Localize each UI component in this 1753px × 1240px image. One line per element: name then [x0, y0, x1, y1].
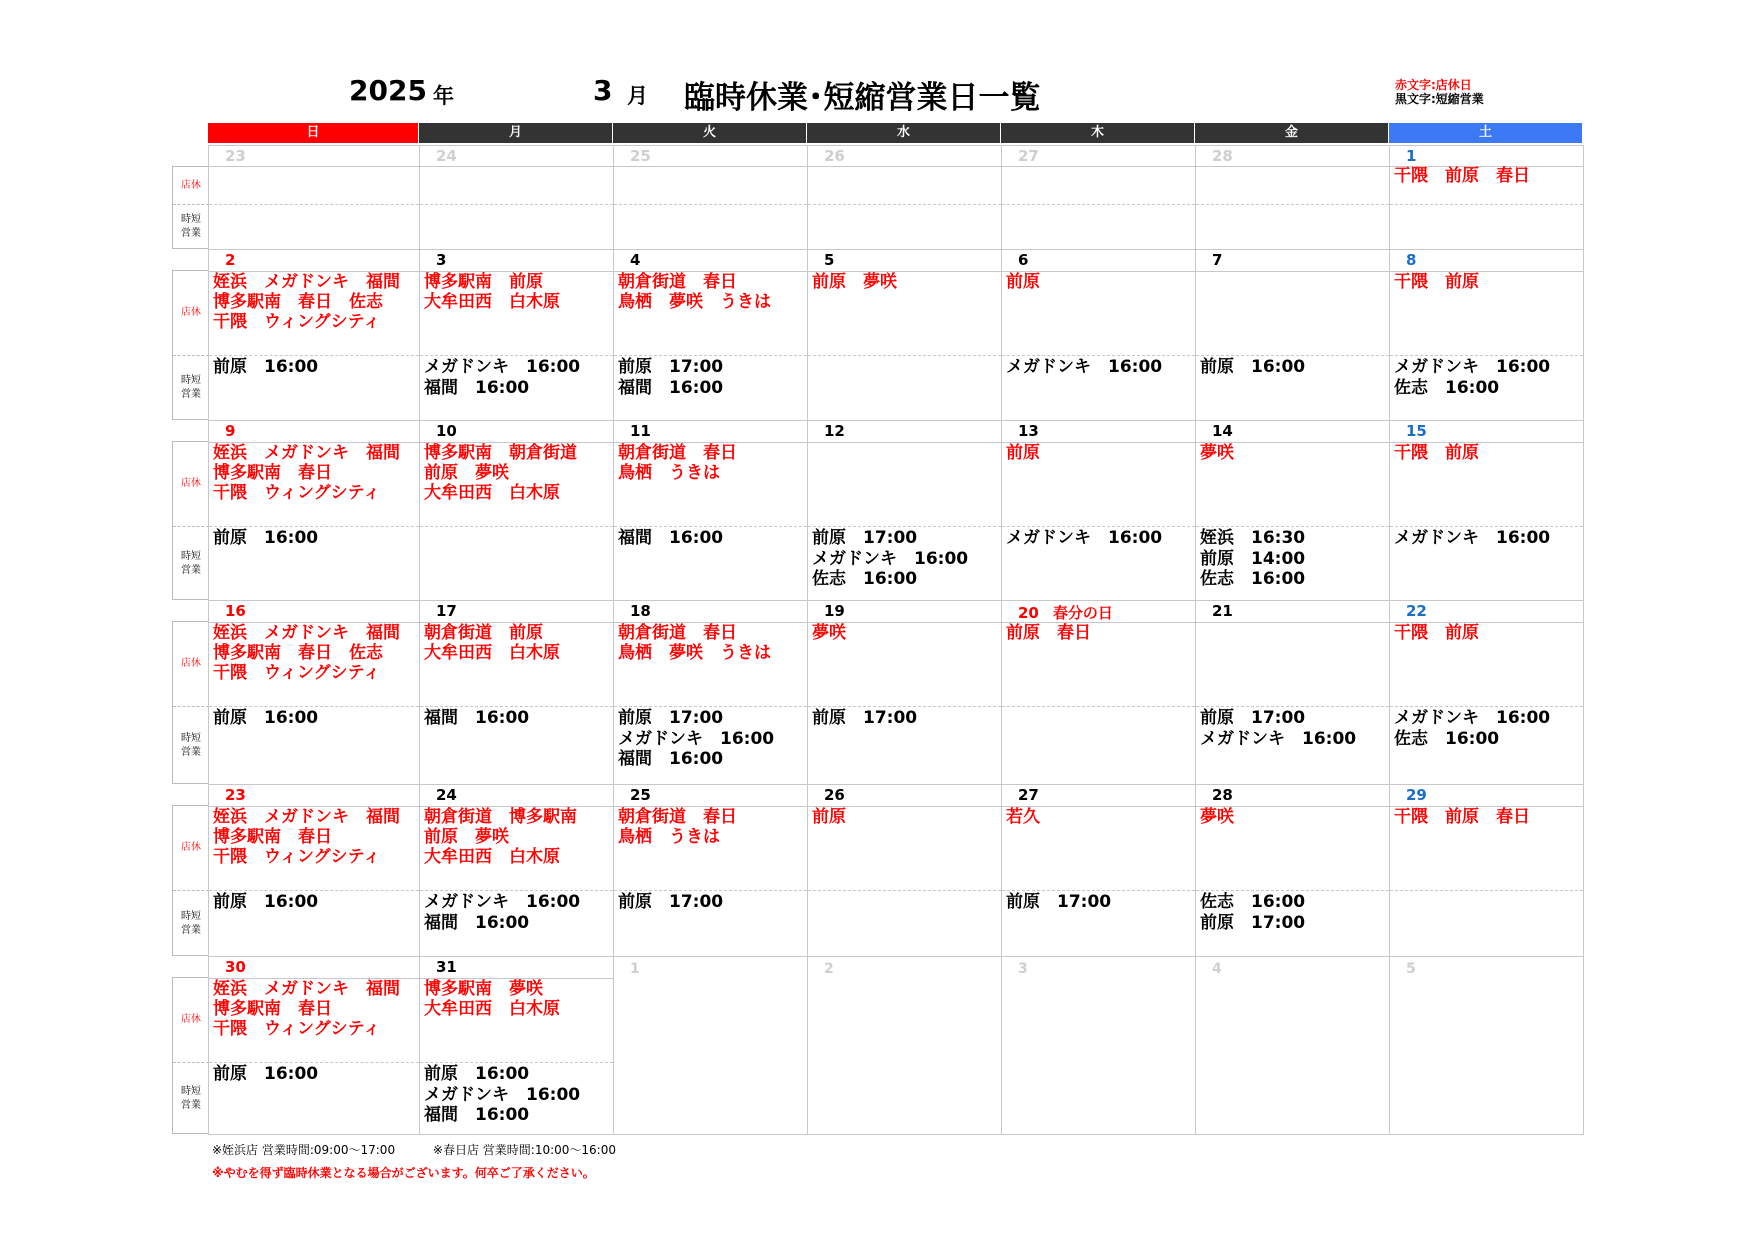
day-body-divider [420, 355, 613, 356]
row-label-short-1: 時短 [181, 214, 201, 225]
day-number [824, 147, 845, 165]
day-number [630, 147, 651, 165]
day-body-divider [1002, 355, 1195, 356]
weekday-header-4: 木 [1001, 123, 1195, 143]
day-body-divider [209, 1062, 419, 1063]
day-number [225, 786, 246, 804]
day-cell [208, 600, 420, 785]
row-label-short-2: 営業 [181, 389, 201, 400]
closed-stores: 朝倉街道 前原 大牟田西 白木原 [424, 623, 560, 663]
closed-stores: 朝倉街道 春日 鳥栖 夢咲 うきは [618, 623, 771, 663]
day-body-separator [209, 166, 419, 167]
day-cell [1389, 145, 1584, 250]
day-number-text: 16 [225, 602, 246, 620]
short-hours-stores: メガドンキ 16:00 佐志 16:00 [1394, 708, 1551, 749]
day-cell [613, 956, 808, 1135]
day-number-text: 29 [1406, 786, 1427, 804]
day-body-divider [614, 706, 807, 707]
day-body-separator [1196, 622, 1389, 623]
day-cell [1195, 784, 1390, 957]
day-cell [1195, 956, 1390, 1135]
day-body-divider [1002, 706, 1195, 707]
legend-black: 黒文字:短縮営業 [1395, 92, 1484, 106]
footnote-hours [212, 1141, 650, 1158]
day-body-divider [1390, 706, 1583, 707]
weekday-header-2: 火 [613, 123, 807, 143]
closed-stores: 前原 [1006, 443, 1040, 463]
row-label-closed: 店休 [181, 179, 201, 191]
day-number-text: 7 [1212, 251, 1223, 269]
day-cell [419, 600, 614, 785]
day-cell [208, 420, 420, 601]
day-cell [419, 145, 614, 250]
row-label-short-1: 時短 [181, 550, 201, 562]
day-cell [1195, 145, 1390, 250]
closed-stores: 前原 [812, 807, 846, 827]
day-cell [807, 145, 1002, 250]
short-hours-stores: 前原 17:00 メガドンキ 16:00 福間 16:00 [618, 708, 775, 769]
short-hours-stores: 前原 17:00 [618, 892, 724, 912]
closed-stores: 干隈 前原 [1394, 272, 1479, 292]
day-cell [613, 249, 808, 421]
closed-stores: 姪浜 メガドンキ 福間 博多駅南 春日 佐志 干隈 ウィングシティ [213, 272, 400, 332]
day-number [1406, 422, 1427, 440]
day-number-text: 23 [225, 786, 246, 804]
row-label-divider [173, 1062, 209, 1063]
day-number-text: 19 [824, 602, 845, 620]
row-label-divider [173, 890, 209, 891]
day-cell [613, 420, 808, 601]
day-number-text: 5 [1406, 961, 1416, 977]
day-number-text: 21 [1212, 602, 1233, 620]
short-hours-stores: メガドンキ 16:00 福間 16:00 [424, 357, 581, 398]
day-cell [807, 420, 1002, 601]
day-number-text: 13 [1018, 422, 1039, 440]
day-number [824, 422, 845, 440]
short-hours-stores: 前原 16:00 [213, 708, 319, 728]
day-number-text: 6 [1018, 251, 1029, 269]
row-label-closed: 店休 [181, 1014, 201, 1025]
day-number-text: 24 [436, 786, 457, 804]
short-hours-stores: メガドンキ 16:00 [1006, 528, 1163, 548]
day-body-divider [420, 706, 613, 707]
day-number [436, 147, 457, 165]
day-number [630, 251, 640, 269]
day-number [1018, 786, 1039, 804]
day-number [1212, 147, 1233, 165]
day-number [1406, 786, 1427, 804]
day-number-text: 4 [1212, 961, 1222, 977]
day-body-divider [209, 526, 419, 527]
day-body-divider [420, 526, 613, 527]
day-cell [1195, 249, 1390, 421]
day-body-divider [808, 526, 1001, 527]
weekday-header-0: 日 [208, 123, 419, 143]
day-body-divider [209, 706, 419, 707]
day-number-text: 2 [824, 961, 834, 977]
row-label-short-2: 営業 [181, 1099, 201, 1111]
day-cell [1195, 600, 1390, 785]
day-body-divider [1196, 706, 1389, 707]
day-cell [208, 249, 420, 421]
page-title-month: 3 [593, 74, 613, 107]
legend-red: 赤文字:店休日 [1395, 78, 1472, 92]
closed-stores: 前原 [1006, 272, 1040, 292]
day-number-text: 1 [630, 961, 640, 977]
closed-stores: 若久 [1006, 807, 1040, 827]
day-number-text: 10 [436, 422, 457, 440]
day-number-text: 23 [225, 147, 246, 165]
day-body-divider [614, 526, 807, 527]
closed-stores: 前原 夢咲 [812, 272, 897, 292]
day-number-text: 17 [436, 602, 457, 620]
weekday-header [208, 123, 1583, 143]
page-title-month-unit: 月 [627, 84, 648, 108]
day-number-text: 5 [824, 251, 835, 269]
day-cell [807, 956, 1002, 1135]
day-number [824, 786, 845, 804]
closed-stores: 朝倉街道 春日 鳥栖 夢咲 うきは [618, 272, 771, 312]
day-cell [1001, 956, 1196, 1135]
day-number [1018, 961, 1028, 977]
closed-stores: 姪浜 メガドンキ 福間 博多駅南 春日 佐志 干隈 ウィングシティ [213, 623, 400, 683]
day-number [1018, 602, 1113, 623]
day-number-text: 26 [824, 786, 845, 804]
day-cell [613, 600, 808, 785]
day-cell [1389, 600, 1584, 785]
day-cell [419, 249, 614, 421]
day-cell [807, 249, 1002, 421]
day-number [1018, 147, 1039, 165]
row-label-week-4 [172, 805, 208, 956]
short-hours-stores: 佐志 16:00 前原 17:00 [1200, 892, 1306, 933]
row-label-closed: 店休 [181, 478, 201, 489]
footnote-hours-kasuga: ※春日店 営業時間:10:00～16:00 [432, 1143, 616, 1157]
row-label-closed: 店休 [181, 658, 201, 669]
day-body-divider [1196, 526, 1389, 527]
day-number [225, 958, 246, 976]
day-body-divider [1196, 890, 1389, 891]
day-body-divider [808, 890, 1001, 891]
day-number [630, 602, 651, 620]
day-cell [208, 784, 420, 957]
day-cell [1001, 784, 1196, 957]
row-label-short-1: 時短 [181, 375, 201, 386]
closed-stores: 博多駅南 夢咲 大牟田西 白木原 [424, 979, 560, 1019]
short-hours-stores: 前原 17:00 [1006, 892, 1112, 912]
day-cell [1389, 956, 1584, 1135]
closed-stores: 干隈 前原 春日 [1394, 166, 1530, 186]
day-number-text: 30 [225, 958, 246, 976]
day-number [1212, 961, 1222, 977]
short-hours-stores: メガドンキ 16:00 佐志 16:00 [1394, 357, 1551, 398]
day-cell [1001, 420, 1196, 601]
day-body-separator [1196, 166, 1389, 167]
day-cell [807, 600, 1002, 785]
day-number [1406, 961, 1416, 977]
day-body-divider [808, 355, 1001, 356]
page-title: 臨時休業･短縮営業日一覧 [684, 80, 1041, 116]
short-hours-stores: 福間 16:00 [618, 528, 724, 548]
page-title-year: 2025 [349, 74, 427, 107]
day-number [630, 422, 651, 440]
closed-stores: 博多駅南 前原 大牟田西 白木原 [424, 272, 560, 312]
short-hours-stores: 前原 16:00 [213, 357, 319, 377]
day-number-text: 20 [1018, 604, 1039, 622]
day-body-divider [1390, 355, 1583, 356]
day-number [824, 961, 834, 977]
day-number [630, 786, 651, 804]
day-body-separator [1196, 271, 1389, 272]
day-cell [613, 145, 808, 250]
row-label-closed: 店休 [181, 842, 201, 853]
row-label-divider [173, 204, 209, 205]
short-hours-stores: メガドンキ 16:00 [1006, 357, 1163, 377]
day-number-text: 11 [630, 422, 651, 440]
short-hours-stores: 福間 16:00 [424, 708, 530, 728]
day-body-divider [209, 355, 419, 356]
day-number-text: 28 [1212, 147, 1233, 165]
holiday-name: 春分の日 [1052, 604, 1113, 622]
short-hours-stores: 前原 17:00 [812, 708, 918, 728]
day-number [436, 958, 457, 976]
day-number-text: 22 [1406, 602, 1427, 620]
day-body-divider [614, 355, 807, 356]
day-number [436, 786, 457, 804]
short-hours-stores: メガドンキ 16:00 [1394, 528, 1551, 548]
closed-stores: 夢咲 [1200, 807, 1234, 827]
day-body-divider [1196, 355, 1389, 356]
day-cell [1001, 145, 1196, 250]
day-number-text: 1 [1406, 147, 1417, 165]
day-body-divider [1002, 204, 1195, 205]
closed-stores: 夢咲 [812, 623, 846, 643]
row-label-divider [173, 706, 209, 707]
day-body-divider [614, 204, 807, 205]
day-number [630, 961, 640, 977]
day-cell [807, 784, 1002, 957]
short-hours-stores: メガドンキ 16:00 福間 16:00 [424, 892, 581, 933]
closed-stores: 朝倉街道 博多駅南 前原 夢咲 大牟田西 白木原 [424, 807, 577, 867]
day-number [824, 251, 834, 269]
day-number-text: 2 [225, 251, 236, 269]
day-number-text: 27 [1018, 147, 1039, 165]
day-number [1406, 602, 1427, 620]
row-label-divider [173, 355, 209, 356]
day-number [1018, 251, 1028, 269]
day-body-divider [420, 204, 613, 205]
weekday-header-3: 水 [807, 123, 1001, 143]
day-cell [419, 420, 614, 601]
short-hours-stores: 前原 17:00 メガドンキ 16:00 [1200, 708, 1357, 749]
day-body-divider [808, 204, 1001, 205]
short-hours-stores: 前原 16:00 [213, 1064, 319, 1084]
day-cell [1195, 420, 1390, 601]
day-body-divider [1002, 890, 1195, 891]
day-number-text: 31 [436, 958, 457, 976]
day-number [1212, 602, 1233, 620]
day-number-text: 24 [436, 147, 457, 165]
day-number-text: 18 [630, 602, 651, 620]
day-cell [1389, 420, 1584, 601]
weekday-header-6: 土 [1389, 123, 1583, 143]
weekday-header-5: 金 [1195, 123, 1389, 143]
day-number-text: 27 [1018, 786, 1039, 804]
day-cell [1389, 784, 1584, 957]
day-number [1212, 786, 1233, 804]
day-number-text: 28 [1212, 786, 1233, 804]
row-label-week-3 [172, 621, 208, 784]
day-body-separator [1002, 166, 1195, 167]
closed-stores: 朝倉街道 春日 鳥栖 うきは [618, 807, 737, 847]
day-number [225, 602, 246, 620]
day-number-text: 15 [1406, 422, 1427, 440]
closed-stores: 前原 春日 [1006, 623, 1091, 643]
short-hours-stores: 前原 17:00 福間 16:00 [618, 357, 724, 398]
day-number-text: 3 [1018, 961, 1028, 977]
day-cell [1001, 600, 1196, 785]
day-number [436, 251, 446, 269]
day-number-text: 3 [436, 251, 447, 269]
day-body-separator [808, 442, 1001, 443]
weekday-header-1: 月 [419, 123, 613, 143]
closed-stores: 干隈 前原 [1394, 443, 1479, 463]
day-body-divider [614, 890, 807, 891]
closed-stores: 朝倉街道 春日 鳥栖 うきは [618, 443, 737, 483]
day-number [225, 422, 235, 440]
day-body-divider [420, 890, 613, 891]
short-hours-stores: 前原 16:00 [213, 528, 319, 548]
row-label-short-1: 時短 [181, 910, 201, 922]
short-hours-stores: 前原 16:00 メガドンキ 16:00 福間 16:00 [424, 1064, 581, 1125]
day-number [1018, 422, 1039, 440]
closed-stores: 干隈 前原 春日 [1394, 807, 1530, 827]
row-label-short-1: 時短 [181, 732, 201, 744]
row-label-short-2: 営業 [181, 746, 201, 758]
day-cell [1001, 249, 1196, 421]
day-number [225, 251, 235, 269]
closed-stores: 姪浜 メガドンキ 福間 博多駅南 春日 干隈 ウィングシティ [213, 979, 400, 1039]
short-hours-stores: 前原 17:00 メガドンキ 16:00 佐志 16:00 [812, 528, 969, 589]
day-number-text: 4 [630, 251, 641, 269]
day-body-divider [1390, 526, 1583, 527]
closed-stores: 干隈 前原 [1394, 623, 1479, 643]
row-label-week-1 [172, 270, 208, 420]
day-body-divider [1390, 890, 1583, 891]
closed-stores: 夢咲 [1200, 443, 1234, 463]
day-body-divider [209, 890, 419, 891]
row-label-week-2 [172, 441, 208, 600]
row-label-divider [173, 526, 209, 527]
day-body-divider [1196, 204, 1389, 205]
day-body-divider [1390, 204, 1583, 205]
closed-stores: 姪浜 メガドンキ 福間 博多駅南 春日 干隈 ウィングシティ [213, 807, 400, 867]
row-label-closed: 店休 [181, 307, 201, 318]
day-body-divider [1002, 526, 1195, 527]
footnote-notice: ※やむを得ず臨時休業となる場合がございます。何卒ご了承ください。 [212, 1166, 595, 1180]
day-number [1406, 251, 1416, 269]
short-hours-stores: 姪浜 16:30 前原 14:00 佐志 16:00 [1200, 528, 1306, 589]
day-number-text: 26 [824, 147, 845, 165]
day-number-text: 25 [630, 786, 651, 804]
day-number-text: 9 [225, 422, 236, 440]
closed-stores: 博多駅南 朝倉街道 前原 夢咲 大牟田西 白木原 [424, 443, 577, 503]
day-body-separator [420, 166, 613, 167]
short-hours-stores: 前原 16:00 [1200, 357, 1306, 377]
day-cell [1389, 249, 1584, 421]
row-label-short-1: 時短 [181, 1085, 201, 1097]
closed-stores: 姪浜 メガドンキ 福間 博多駅南 春日 干隈 ウィングシティ [213, 443, 400, 503]
day-number [1212, 422, 1233, 440]
row-label-short-2: 営業 [181, 564, 201, 576]
day-body-divider [808, 706, 1001, 707]
day-body-separator [808, 166, 1001, 167]
short-hours-stores: 前原 16:00 [213, 892, 319, 912]
day-number [436, 602, 457, 620]
day-cell [419, 784, 614, 957]
page-title-year-unit: 年 [433, 84, 454, 108]
day-body-divider [420, 1062, 613, 1063]
day-number-text: 25 [630, 147, 651, 165]
footnote-hours-meinohama: ※姪浜店 営業時間:09:00～17:00 [212, 1143, 396, 1157]
row-label-short-2: 営業 [181, 228, 201, 239]
day-number [824, 602, 845, 620]
row-label-week-5 [172, 977, 208, 1134]
day-number [436, 422, 457, 440]
day-number [1406, 147, 1416, 165]
legend [1395, 78, 1484, 106]
day-cell [208, 145, 420, 250]
day-number-text: 8 [1406, 251, 1417, 269]
day-cell [613, 784, 808, 957]
day-number [1212, 251, 1222, 269]
row-label-week-0 [172, 166, 208, 249]
day-body-separator [614, 166, 807, 167]
day-body-divider [209, 204, 419, 205]
day-cell [208, 956, 420, 1135]
day-number-text: 12 [824, 422, 845, 440]
day-number [225, 147, 246, 165]
row-label-short-2: 営業 [181, 924, 201, 936]
day-cell [419, 956, 614, 1135]
day-number-text: 14 [1212, 422, 1233, 440]
